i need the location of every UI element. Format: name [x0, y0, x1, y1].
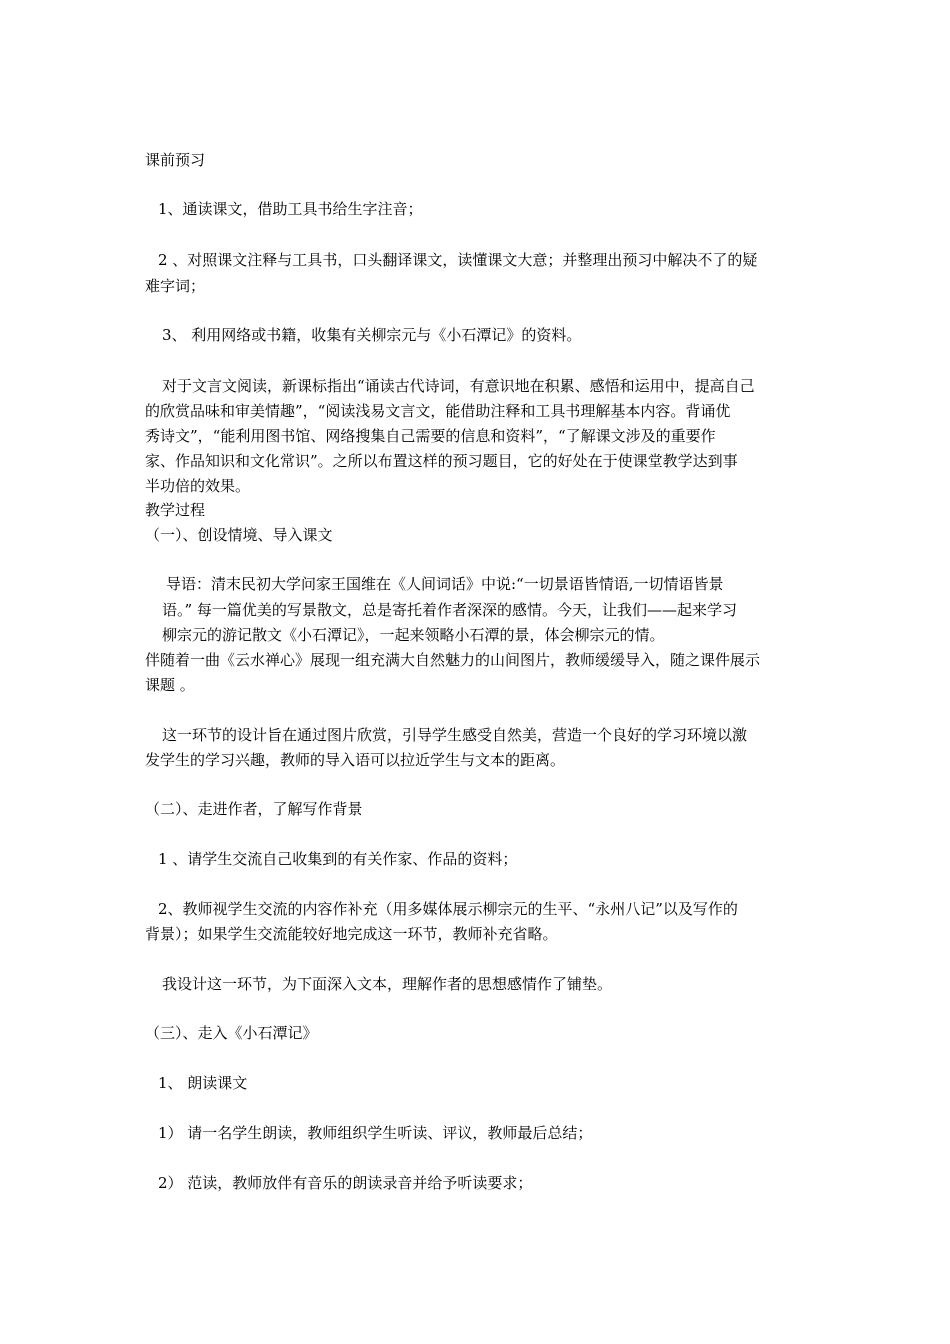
preview-item-2: 2 、对照课文注释与工具书，口头翻译课文，读懂课文大意；并整理出预习中解决不了的疑: [158, 251, 758, 269]
intro-speech-line-2: 语。” 每一篇优美的写景散文，总是寄托着作者深深的感情。今天，让我们——起来学习: [162, 601, 737, 619]
preview-rationale-line-5: 半功倍的效果。: [145, 477, 251, 495]
section-2-title: （二）、走进作者，了解写作背景: [145, 800, 363, 818]
section-3-item-1: 1、 朗读课文: [158, 1074, 248, 1092]
preview-rationale-line-4: 家、作品知识和文化常识”。之所以布置这样的预习题目，它的好处在于使课堂教学达到事: [145, 452, 738, 470]
preview-rationale-line-1: 对于文言文阅读，新课标指出“诵读古代诗词，有意识地在积累、感悟和运用中，提高自己: [162, 377, 755, 395]
preview-rationale-line-3: 秀诗文”，“能利用图书馆、网络搜集自己需要的信息和资料”，“了解课文涉及的重要作: [145, 427, 716, 445]
section-2-item-2: 2、教师视学生交流的内容作补充（用多媒体展示柳宗元的生平、“永州八记”以及写作的: [158, 900, 738, 918]
section-2-item-1: 1 、请学生交流自己收集到的有关作家、作品的资料；: [158, 850, 518, 868]
heading-preview: 课前预习: [145, 151, 206, 169]
intro-rationale-line-1: 这一环节的设计旨在通过图片欣赏，引导学生感受自然美，营造一个良好的学习环境以激: [162, 726, 748, 744]
section-1-title: （一）、创设情境、导入课文: [145, 526, 333, 544]
intro-speech-line-1: 导语：清末民初大学问家王国维在《人间词话》中说:“一切景语皆情语,一切情语皆景: [166, 575, 724, 593]
preview-rationale-line-2: 的欣赏品味和审美情趣”，“阅读浅易文言文，能借助注释和工具书理解基本内容。背诵优: [145, 402, 731, 420]
preview-item-1: 1、通读课文，借助工具书给生字注音；: [158, 200, 423, 218]
section-3-subitem-1: 1） 请一名学生朗读，教师组织学生听读、评议，教师最后总结；: [158, 1124, 593, 1142]
section-2-rationale: 我设计这一环节，为下面深入文本，理解作者的思想感情作了铺垫。: [162, 975, 613, 993]
preview-item-3: 3、 利用网络或书籍，收集有关柳宗元与《小石潭记》的资料。: [162, 326, 582, 344]
preview-item-2-cont: 难字词；: [145, 277, 206, 295]
section-3-title: （三）、走入《小石潭记》: [145, 1024, 318, 1042]
section-2-item-2-cont: 背景）；如果学生交流能较好地完成这一环节，教师补充省略。: [145, 925, 558, 943]
intro-speech-line-3: 柳宗元的游记散文《小石潭记》，一起来领略小石潭的景，体会柳宗元的情。: [162, 626, 665, 644]
heading-teaching-process: 教学过程: [145, 501, 206, 519]
intro-activity-line-1: 伴随着一曲《云水禅心》展现一组充满大自然魅力的山间图片，教师缓缓导入，随之课件展示: [145, 651, 761, 669]
intro-rationale-line-2: 发学生的学习兴趣，教师的导入语可以拉近学生与文本的距离。: [145, 751, 566, 769]
intro-activity-line-2: 课题 。: [145, 676, 195, 694]
section-3-subitem-2: 2） 范读，教师放伴有音乐的朗读录音并给予听读要求；: [158, 1174, 533, 1192]
